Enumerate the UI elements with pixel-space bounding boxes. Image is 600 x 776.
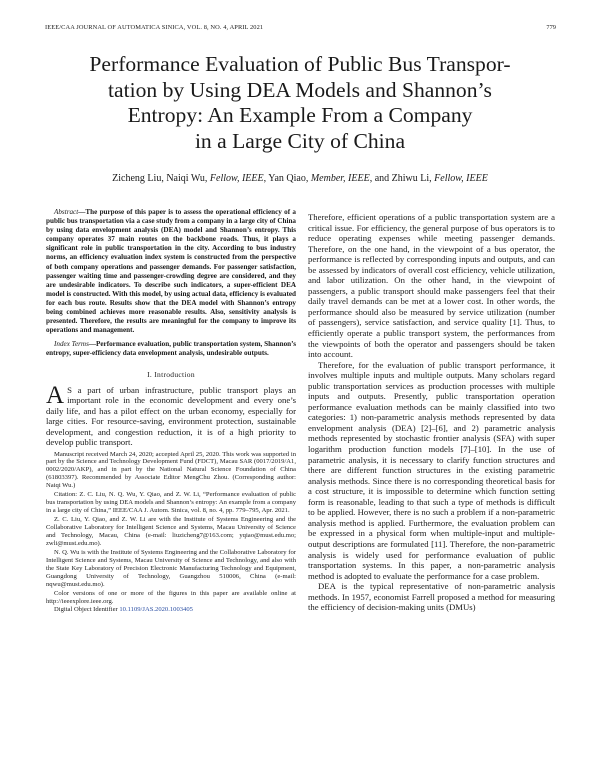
index-terms-label: Index Terms (54, 340, 89, 349)
index-terms-text: —Performance evaluation, public transportation system, Shannon’s entropy, super-efficiency data envelopment analysis, undesirable outputs. (46, 340, 297, 358)
body-paragraph: Therefore, efficient operations of a public transportation system are a critical issue. For efficiency, the general purpose of bus operators is to reduce operating expenses while meeting passenger demands. Therefore, on the one hand, in the viewpoint of a bus operator, the performance is reflected by corresponding inputs and outputs, and can be assessed by indicators of overall cost efficiency, vehicle utilization, and labor utilization. On the other hand, in the viewpoint of passengers, a public transport should make passengers feel that their daily travel demands can be met at a lower cost. In other words, the performance should also be measured by service utilization (number of passengers), service satisfaction, and service quality [1]. Thus, to efficiently operate a public transport system, the performances from the viewpoints of both the operator and passengers should be taken into account. (308, 212, 555, 360)
intro-paragraph (46, 381, 296, 448)
title-line: tation by Using DEA Models and Shannon’s (108, 77, 492, 102)
abstract (46, 208, 296, 335)
drop-cap: A (46, 381, 65, 409)
title-line: Entropy: An Example From a Company (127, 103, 473, 127)
author-role: Member, IEEE (310, 173, 370, 184)
footnote-manuscript: Manuscript received March 24, 2020; accepted April 25, 2020. This work was supported in part by the Science and Technology Development Fund (FDCT), Macau SAR (0017/2019/A1, 0002/2020/AKP), and in part by the National Natural Science Foundation of China (61803397). Recommended by Associate Editor MengChu Zhou. (Corresponding author: Naiqi Wu.) (46, 450, 296, 489)
abstract-text: —The purpose of this paper is to assess the operational efficiency of a public bus transportation via a case study from a company in a large city of China by using data envelopment analysis (DEA) model and Shannon’s entropy. This company operates 37 main routes on the backbone roads. Thus, it plays a significant role in public transportation in the city. According to bus industry norms, an efficiency evaluation index system is constructed from the perspective of both company operations and passenger demands. For passenger satisfaction, passenger waiting time and passenger-crowding degree are considered, and they are undesirable indicators. To describe such indicators, a super-efficient DEA model is constructed. With this model, by using actual data, efficiency is evaluated for each bus route. Results show that the DEA model with Shannon’s entropy being combined achieves more reasonable results. Also, sensitivity analysis is presented. Therefore, the results are meaningful for the company to improve its operations and management. (46, 208, 297, 335)
footnote-affiliation: Z. C. Liu, Y. Qiao, and Z. W. Li are with the Institute of Systems Engineering and the Collaborative Laboratory for Intelligent Science and Systems, Macau University of Science and Technology, Macau, China (e-mail: liuzicheng7@163.com; yqiao@must.edu.mo; zwli@must.edu.mo). (46, 516, 296, 547)
title-line: in a Large City of China (194, 128, 406, 153)
right-column (308, 212, 555, 613)
author-list (40, 173, 560, 184)
author-role: Fellow, IEEE (434, 173, 488, 184)
index-terms (46, 340, 296, 358)
author-names: , Yan Qiao, (263, 173, 311, 184)
footnote-affiliation: N. Q. Wu is with the Institute of Systems Engineering and the Collaborative Laboratory for Intelligent Science and Systems, Macau University of Science and Technology, and also with the State Key Laboratory of Precision Electronic Manufacturing Technology and Equipment, Guangdong University of Technology, Guangzhou 510006, China (e-mail: nqwu@must.edu.mo). (46, 549, 296, 588)
paper-title (40, 52, 560, 154)
doi-link[interactable]: 10.1109/JAS.2020.1003405 (119, 605, 193, 613)
page-number: 779 (546, 24, 556, 31)
title-line: Performance Evaluation of Public Bus Transpor- (89, 52, 511, 76)
body-paragraph: DEA is the typical representative of non-parametric analysis methods. In 1957, economist Farrell proposed a method for measuring the efficiency of decision-making units (DMUs) (308, 581, 555, 613)
abstract-label: Abstract (54, 208, 79, 216)
footnote-citation: Citation: Z. C. Liu, N. Q. Wu, Y. Qiao, and Z. W. Li, “Performance evaluation of public bus transportation by using DEA models and Shannon’s entropy: An example from a company in a large city of China,” IEEE/CAA J. Autom. Sinica, vol. 8, no. 4, pp. 779–795, Apr. 2021. (46, 491, 296, 514)
footnote-color: Color versions of one or more of the figures in this paper are available online at http://ieeexplore.ieee.org. (46, 589, 296, 605)
running-header: IEEE/CAA JOURNAL OF AUTOMATICA SINICA, VOL. 8, NO. 4, APRIL 2021 (45, 24, 264, 31)
author-names: , and Zhiwu Li, (369, 173, 435, 184)
left-column (46, 208, 296, 613)
author-names: Zicheng Liu, Naiqi Wu, (112, 173, 210, 184)
intro-text: S a part of urban infrastructure, public transport plays an important role in the economic development and every one’s daily life, and has a pilot effect on the urban economy, especially for large cities. For resource-saving, environment protection, sustainable development, and congestion reduction, it is of a high priority to develop public transport. (46, 384, 296, 447)
body-paragraph: Therefore, for the evaluation of public transport performance, it involves multiple inputs and multiple outputs. Many scholars regard public transportation services as production processes with multiple inputs and outputs. Presently, public transportation operation performance evaluation methods can be mainly classified into two categories: 1) non-parametric analysis methods represented by data envelopment analysis (DEA) [2]–[6], and 2) parametric analysis methods represented by stochastic frontier analysis (SFA) with super logarithm production function models [7]–[10]. In the use of parametric analysis, it is necessary to clarify function structures and there are different function structures in the existing parametric analysis methods. Since there is no corresponding theoretical basis for a cost structure, it is impossible to determine which function setting form is reasonable, leading to that such a type of methods is difficult to be applied. However, there is no such a problem if a non-parametric analysis method is applied. Furthermore, the evaluation problem can be expressed in a physical form when multiple-input and multiple-output descriptions are formulated [11]. Therefore, the non-parametric analysis is widely used for performance evaluation of public transportation systems. In this paper, a non-parametric analysis method is adopted to evaluate the performance for a case problem. (308, 359, 555, 581)
doi-line (46, 606, 296, 614)
author-role: Fellow, IEEE (209, 173, 264, 184)
doi-label: Digital Object Identifier (54, 605, 120, 613)
section-heading: I. Introduction (147, 369, 195, 379)
